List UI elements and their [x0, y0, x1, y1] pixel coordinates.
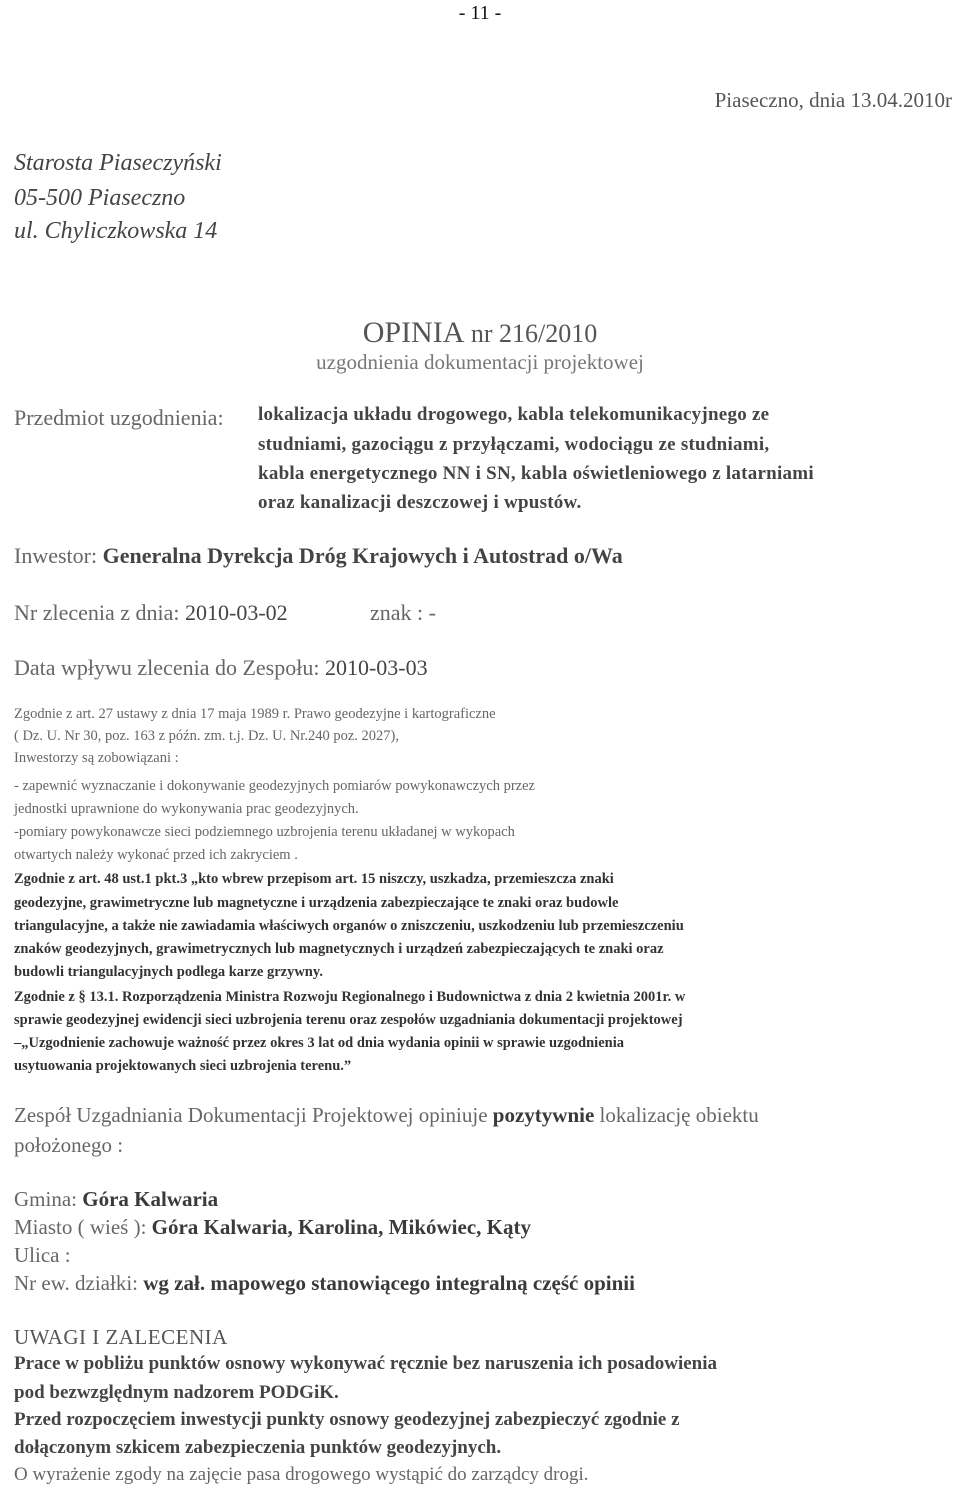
receipt-row	[14, 655, 428, 681]
document-subtitle: uzgodnienia dokumentacji projektowej	[316, 350, 644, 374]
legal-line: jednostki uprawnione do wykonywania prac geodezyjnych.	[14, 801, 359, 817]
receipt-date: 2010-03-03	[324, 655, 428, 680]
note-line: dołączonym szkicem zabezpieczenia punktów geodezyjnych.	[14, 1437, 502, 1458]
addressee-line-2: 05-500 Piaseczno	[14, 185, 186, 211]
legal-bold-line: Zgodnie z art. 48 ust.1 pkt.3 „kto wbrew przepisom art. 15 niszczy, uszkadza, przemieszcza znaki	[14, 871, 614, 887]
note-line: Przed rozpoczęciem inwestycji punkty osnowy geodezyjnej zabezpieczyć zgodnie z	[14, 1409, 680, 1430]
gmina-label: Gmina:	[14, 1187, 77, 1211]
legal-line: -pomiary powykonawcze sieci podziemnego uzbrojenia terenu układanej w wykopach	[14, 824, 515, 840]
dzialki-value: wg zał. mapowego stanowiącego integralną część opinii	[143, 1271, 635, 1295]
gmina-row	[14, 1187, 218, 1212]
receipt-label: Data wpływu zlecenia do Zespołu:	[14, 655, 320, 680]
opinion-prefix: Zespół Uzgadniania Dokumentacji Projektowej opiniuje	[14, 1103, 488, 1127]
investor-row	[14, 543, 623, 569]
subject-line: oraz kanalizacji deszczowej i wpustów.	[258, 492, 582, 513]
legal-bold-line: sprawie geodezyjnej ewidencji sieci uzbrojenia terenu oraz zespołów uzgadniania dokumentacji projektowej	[14, 1012, 683, 1028]
dzialki-label: Nr ew. działki:	[14, 1271, 139, 1295]
note-line: Prace w pobliżu punktów osnowy wykonywać ręcznie bez naruszenia ich posadowienia	[14, 1353, 718, 1374]
legal-bold-line: usytuowania projektowanych sieci uzbrojenia terenu.”	[14, 1058, 352, 1074]
legal-bold-line: –„Uzgodnienie zachowuje ważność przez okres 3 lat od dnia wydania opinii w sprawie uzgodnienia	[14, 1035, 624, 1051]
subject-line: lokalizacja układu drogowego, kabla telekomunikacyjnego ze	[258, 404, 770, 425]
title-word: OPINIA	[362, 316, 465, 349]
note-last-line: O wyrażenie zgody na zajęcie pasa drogowego wystąpić do zarządcy drogi.	[14, 1464, 589, 1485]
title-number: nr 216/2010	[470, 319, 598, 348]
opinion-suffix: lokalizację obiektu	[599, 1103, 759, 1127]
ulica-label: Ulica :	[14, 1243, 71, 1267]
dzialki-row	[14, 1271, 635, 1296]
subject-line: kabla energetycznego NN i SN, kabla oświetleniowego z latarniami	[258, 463, 814, 484]
legal-bold-line: Zgodnie z § 13.1. Rozporządzenia Ministra Rozwoju Regionalnego i Budownictwa z dnia 2 kwietnia 2001r. w	[14, 989, 686, 1005]
order-label: Nr zlecenia z dnia:	[14, 600, 180, 625]
place-date: Piaseczno, dnia 13.04.2010r	[714, 88, 952, 112]
subject-label: Przedmiot uzgodnienia:	[14, 405, 224, 430]
notes-heading: UWAGI I ZALECENIA	[14, 1325, 228, 1349]
miasto-label: Miasto ( wieś ):	[14, 1215, 147, 1239]
subject-line: studniami, gazociągu z przyłączami, wodociągu ze studniami,	[258, 434, 770, 455]
opinion-line-2: położonego :	[14, 1133, 124, 1157]
legal-line: ( Dz. U. Nr 30, poz. 163 z późn. zm. t.j. Dz. U. Nr.240 poz. 2027),	[14, 728, 399, 744]
legal-line: - zapewnić wyznaczanie i dokonywanie geodezyjnych pomiarów powykonawczych przez	[14, 778, 535, 794]
opinion-verdict: pozytywnie	[492, 1103, 595, 1127]
note-line: pod bezwzględnym nadzorem PODGiK.	[14, 1382, 339, 1403]
legal-bold-line: triangulacyjne, a także nie zawiadamia właściwych organów o zniszczeniu, uszkodzeniu lub przemieszczeniu	[14, 918, 684, 934]
order-sign: znak : -	[370, 600, 436, 625]
miasto-row	[14, 1215, 531, 1240]
miasto-value: Góra Kalwaria, Karolina, Mikówiec, Kąty	[151, 1215, 531, 1239]
investor-value: Generalna Dyrekcja Dróg Krajowych i Autostrad o/Wa	[102, 543, 623, 568]
addressee-line-3: ul. Chyliczkowska 14	[14, 218, 218, 244]
legal-bold-line: znaków geodezyjnych, grawimetrycznych lub magnetycznych i urządzeń zabezpieczających te znaki oraz	[14, 941, 664, 957]
investor-label: Inwestor:	[14, 543, 98, 568]
legal-line: Zgodnie z art. 27 ustawy z dnia 17 maja 1989 r. Prawo geodezyjne i kartograficzne	[14, 706, 496, 722]
document-title	[0, 316, 960, 350]
gmina-value: Góra Kalwaria	[82, 1187, 219, 1211]
legal-bold-line: geodezyjne, grawimetryczne lub magnetyczne i urządzenia zabezpieczające te znaki oraz budowle	[14, 895, 619, 911]
legal-line: otwartych należy wykonać przed ich zakryciem .	[14, 847, 298, 863]
legal-line: Inwestorzy są zobowiązani :	[14, 750, 179, 766]
page-number: - 11 -	[458, 2, 502, 24]
order-date: 2010-03-02	[185, 600, 288, 625]
order-row	[14, 600, 288, 626]
legal-bold-line: budowli triangulacyjnych podlega karze grzywny.	[14, 964, 323, 980]
opinion-statement	[14, 1103, 759, 1128]
addressee-line-1: Starosta Piaseczyński	[14, 150, 222, 176]
